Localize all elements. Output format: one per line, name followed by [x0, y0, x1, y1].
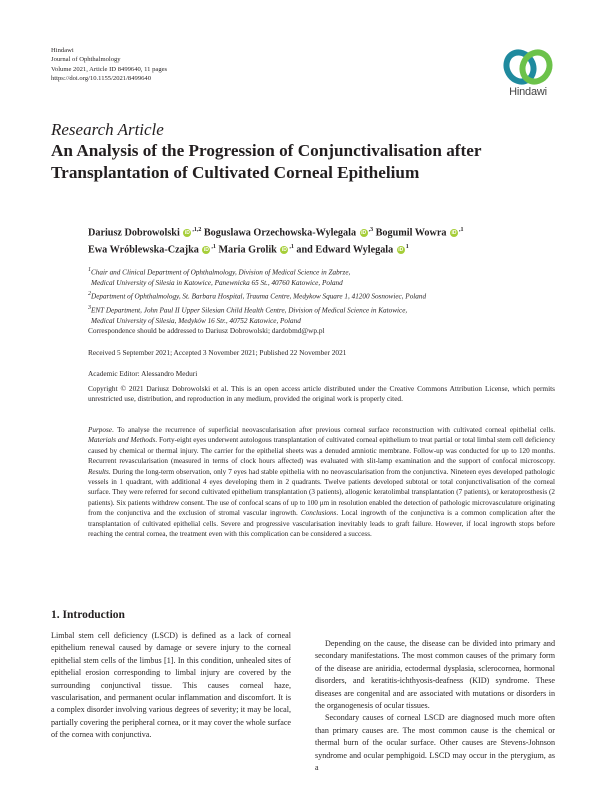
dates: Received 5 September 2021; Accepted 3 November 2021; Published 22 November 2021 [88, 348, 347, 357]
correspondence: Correspondence should be addressed to Dariusz Dobrowolski; dardobmd@wp.pl [88, 326, 325, 335]
publisher: Hindawi [51, 47, 74, 54]
author: and Edward Wylegala [296, 244, 394, 256]
methods-text: . Forty-eight eyes underwent autologous transplantation of cultivated corneal epithelium to treat partial or total limbal stem cell deficiency caused by chemical or thermal injury. The carrier for the epithelial sheets was a denuded amniotic membrane. Follow-up was conducted for up to 120 months. Recurrent revascularisation (measured in terms of clock hours affected) was evaluated with slit-lamp examination and the support of confocal microscopy. [88, 436, 555, 466]
affiliation-ref: 1 [405, 244, 409, 251]
orcid-icon[interactable]: iD [203, 247, 209, 254]
results-text: . During the long-term observation, only 7 eyes had stable epithelia with no neovascularisation from the conjunctiva. Nineteen eyes developed pathologic vessels in 1 quadrant, with additional 4 eyes developing them in 2 quadrants. Twelve patients developed subtotal or total conjunctivalisation of the corneal surface. They were referred for second cultivated epithelium transplantation (3 patients), allogenic keratolimbal transplantation (7 patients), or keratoprosthesis (2 patients). Six patients withdrew consent. The use of confocal scans of up to 100 μm in resolution enabled the detection of pathologic microvasculature originating from the conjunctiva and the exclusion of stromal vascular ingrowth. [88, 467, 555, 518]
paragraph: Depending on the cause, the disease can be divided into primary and secondary manifestations. The most common causes of the primary form of the disease are aniridia, ectodermal dysplasia, sclerocornea, hormonal disorders, and keratitis-ichthyosis-deafness (KID) syndrome. These diseases are congenital and are associated with mutations or disorders in the organogenesis of ocular tissues. [315, 639, 555, 711]
hindawi-logo-icon [497, 48, 559, 88]
hindawi-logo [497, 48, 559, 100]
affiliation-ref: ,3 [368, 227, 374, 233]
author: Ewa Wróblewska-Czajka [88, 244, 199, 256]
paragraph: Secondary causes of corneal LSCD are diagnosed much more often than primary causes are. The most common cause is the chemical or thermal burn of the ocular surface. Other causes are Stevens-Johnson syndrome and ocular pemphigoid. LSCD may occur in the pterygium, as a [315, 713, 555, 773]
author: Dariusz Dobrowolski [88, 227, 180, 239]
journal-name: Journal of Ophthalmology [51, 56, 121, 64]
affiliation-1: $^1$Chair and Clinical Department of Ophthalmology, Division of Medical Science in Zabrze, [88, 267, 351, 277]
affiliation-2: $^2$Department of Ophthalmology, St. Barbara Hospital, Trauma Centre, Medykow Square 1, 41200 Sosnowiec, Poland [88, 291, 427, 301]
author: Maria Grolik [218, 244, 277, 256]
affiliation-3-line2: Medical University of Silesia, Medyków 16 Str., 40752 Katowice, Poland [91, 317, 301, 326]
article-title: An Analysis of the Progression of Conjunctivalisation after Transplantation of Cultivated Corneal Epithelium [51, 141, 482, 182]
volume-info: Volume 2021, Article ID 8499640, 11 pages [51, 65, 168, 73]
doi-link[interactable]: https://doi.org/10.1155/2021/8499640 [51, 74, 152, 82]
affiliation-ref: ,1 [211, 244, 216, 251]
author: Boguslawa Orzechowska-Wylegala [203, 227, 357, 239]
affiliation-ref: ,1 [459, 227, 464, 233]
affiliation-1-line2: Medical University of Silesia in Katowice, Panewnicka 65 St., 40760 Katowice, Poland [91, 279, 343, 288]
orcid-icon[interactable]: iD [184, 230, 190, 237]
academic-editor: Academic Editor: Alessandro Meduri [88, 369, 198, 378]
affiliation-3: $^3$ENT Department, John Paul II Upper Silesian Child Health Centre, Division of Medical Science in Katowice, [88, 304, 408, 315]
orcid-icon[interactable]: iD [398, 247, 404, 254]
purpose-text: . To analyse the recurrence of superficial neovascularisation after previous corneal surface reconstruction with cultivated corneal epithelial cells. [111, 426, 555, 434]
orcid-icon[interactable]: iD [451, 230, 457, 237]
section-heading: 1. Introduction [51, 609, 125, 621]
conclusions-label: Conclusions [300, 509, 337, 518]
methods-label: Materials and Methods [88, 436, 156, 445]
affiliation-ref: ,1,2 [192, 227, 202, 233]
paragraph: Limbal stem cell deficiency (LSCD) is defined as a lack of corneal epithelium renewal caused by damage or severe injury to the corneal epithelial stem cells of the limbus [1]. In this condition, unhealed sites of epithelial erosion corresponding to limbal injury are covered by the surrounding conjunctival tissue. This causes corneal haze, vascularisation, and permanent ocular inflammation and discomfort. It is a complex disorder involving various degrees of severity; it may be local, partially covering the peripheral cornea, or it may cover the whole surface of the cornea with conjunctiva. [51, 631, 292, 740]
copyright: Copyright © 2021 Dariusz Dobrowolski et al. This is an open access article distributed under the Creative Commons Attribution License, which permits unrestricted use, distribution, and reproduction in any medium, provided the original work is properly cited. [88, 384, 555, 404]
journal-header [51, 46, 167, 83]
abstract [88, 425, 555, 539]
author: Bogumil Wowra [375, 227, 447, 239]
right-column [315, 638, 555, 774]
purpose-label: Purpose [88, 426, 112, 434]
orcid-icon[interactable]: iD [281, 247, 287, 254]
affiliation-ref: ,1 [289, 244, 294, 251]
author-list [88, 223, 558, 258]
article-type: Research Article [51, 120, 164, 139]
logo-text: Hindawi [509, 86, 547, 98]
affiliations [88, 265, 558, 327]
results-label: Results [88, 467, 109, 476]
left-column [51, 630, 291, 742]
orcid-icon[interactable]: iD [361, 230, 367, 237]
conclusions-text: . Local ingrowth of the conjunctiva is a common complication after the transplantation of cultivated epithelial cells. Severe and progressive vascularisation inevitably leads to graft failure. However, if local ingrowth stops before reaching the central cornea, the treatment even with this complication can be considered a success. [88, 509, 556, 539]
